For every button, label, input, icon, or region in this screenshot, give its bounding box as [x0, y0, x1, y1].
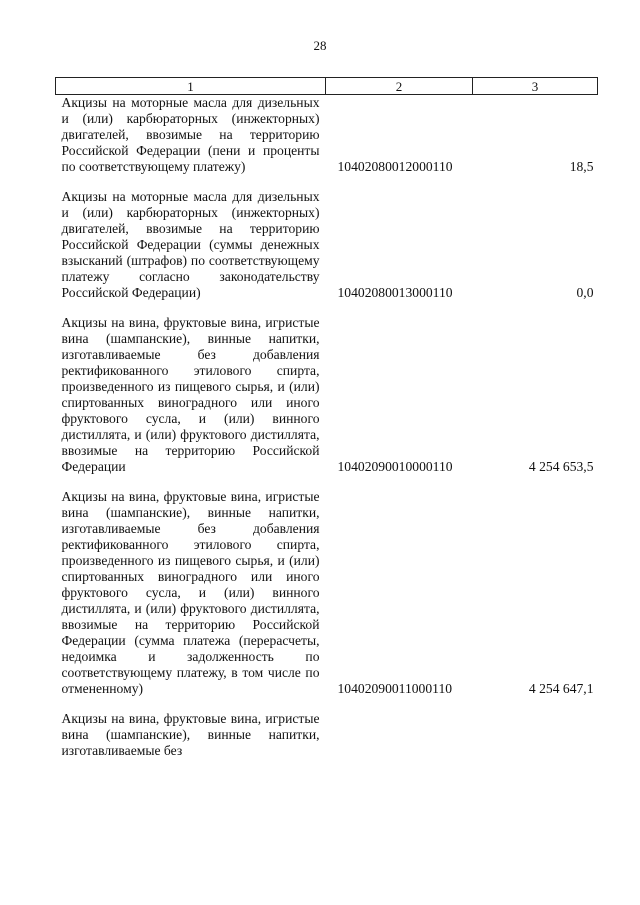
table-row: [56, 189, 598, 301]
column-header-2: 2: [326, 78, 473, 95]
row-amount: [473, 711, 598, 759]
row-description: Акцизы на моторные масла для дизельных и (или) карбюраторных (инжекторных) двигателей, ввозимые на территорию Российской Федерации (пени и проценты по соответствующему платежу): [61, 95, 320, 174]
page-number: 28: [313, 38, 327, 53]
row-amount: 0,0: [576, 285, 594, 300]
table-row: [56, 711, 598, 759]
column-header-1: 1: [56, 78, 326, 95]
row-amount: 4 254 653,5: [528, 459, 594, 474]
row-amount: 18,5: [569, 159, 594, 174]
row-code: 10402090011000110: [337, 681, 453, 696]
row-description: Акцизы на вина, фруктовые вина, игристые вина (шампанские), винные напитки, изготавливаемые без: [61, 711, 320, 758]
row-code: 10402090010000110: [337, 459, 453, 474]
row-amount: 4 254 647,1: [528, 681, 594, 696]
row-code: [326, 711, 473, 759]
table-row: [56, 95, 598, 176]
row-description: Акцизы на моторные масла для дизельных и (или) карбюраторных (инжекторных) двигателей, ввозимые на территорию Российской Федерации (суммы денежных взысканий (штрафов) по соответствующему платежу согласно законодательству Российской Федерации): [61, 189, 320, 300]
row-description: Акцизы на вина, фруктовые вина, игристые вина (шампанские), винные напитки, изготавливаемые без добавления ректификованного этилового спирта, произведенного из пищевого сырья, и (или) спиртованных виноградного или иного фруктового сусла, и (или) винного дистиллята, и (или) фруктового дистиллята, ввозимые на территорию Российской Федерации: [61, 315, 320, 474]
row-code: 10402080013000110: [337, 285, 453, 300]
table-row: [56, 489, 598, 697]
row-description: Акцизы на вина, фруктовые вина, игристые вина (шампанские), винные напитки, изготавливаемые без добавления ректификованного этилового спирта, произведенного из пищевого сырья, и (или) спиртованных виноградного или иного фруктового сусла, и (или) винного дистиллята, и (или) фруктового дистиллята, ввозимые на территорию Российской Федерации (сумма платежа (перерасчеты, недоимка и задолженность по соответствующему платежу, в том числе по отмененному): [61, 489, 320, 696]
revenue-table: [55, 77, 598, 759]
table-row: [56, 315, 598, 475]
column-header-3: 3: [473, 78, 598, 95]
table-header-row: [56, 78, 598, 95]
row-code: 10402080012000110: [337, 159, 453, 174]
